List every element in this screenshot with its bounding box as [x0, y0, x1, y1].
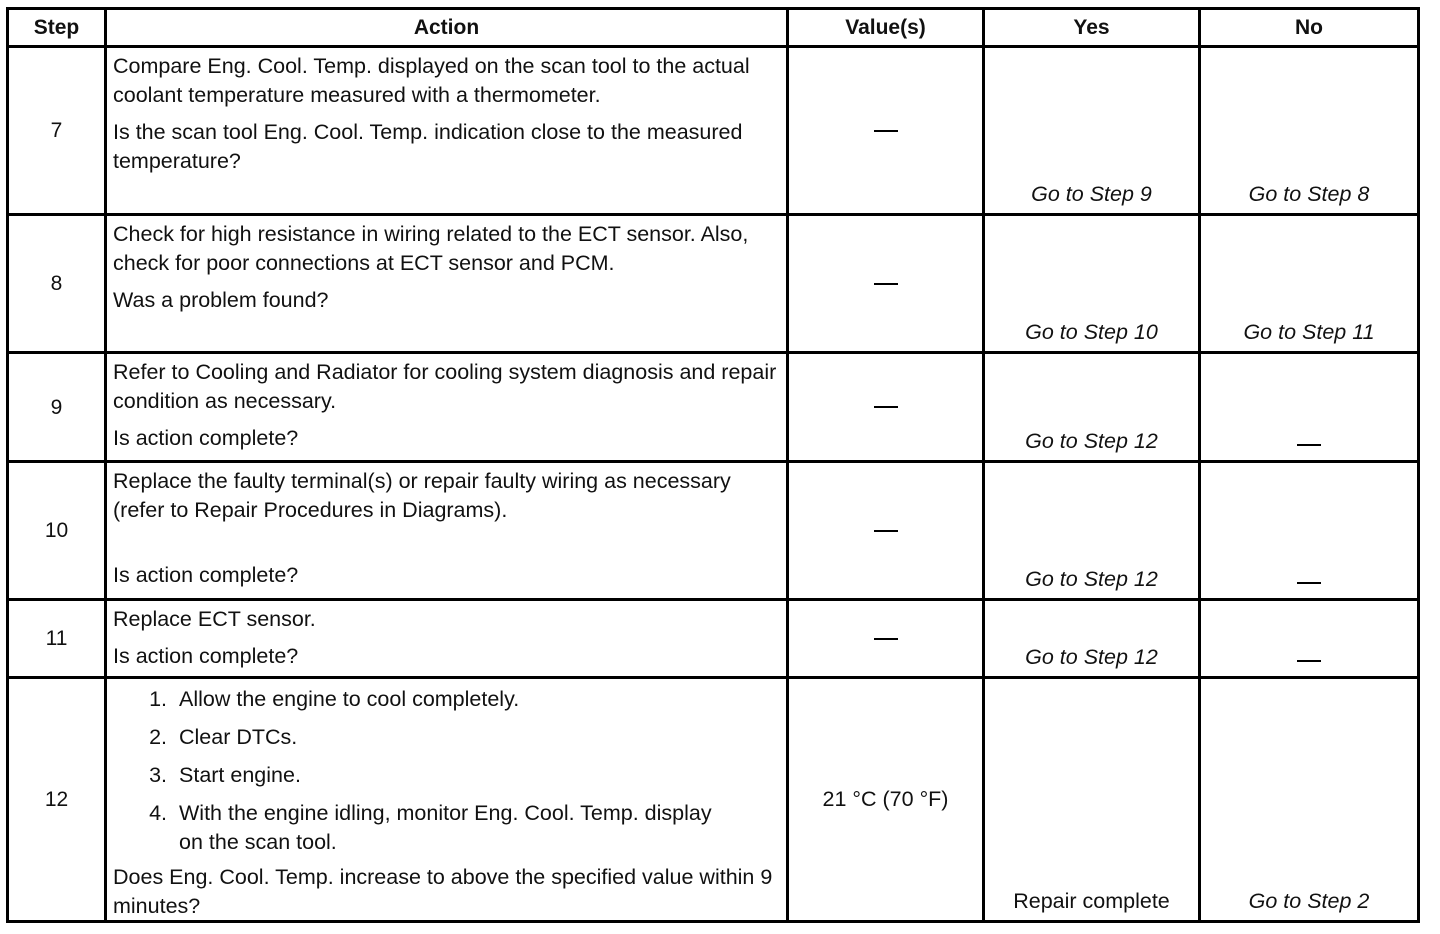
action-instruction: Check for high resistance in wiring related to the ECT sensor. Also, check for poor connections at ECT sensor and PCM.: [113, 222, 749, 275]
header-action: Action: [107, 10, 789, 48]
dash-mark: [1297, 660, 1321, 662]
yes-result: Go to Step 9: [985, 48, 1201, 216]
yes-result: Repair complete: [985, 679, 1201, 920]
dash-mark: [874, 406, 898, 408]
value-cell: [789, 601, 985, 679]
yes-result: Go to Step 10: [985, 216, 1201, 354]
dash-mark: [1297, 582, 1321, 584]
step-number: 7: [9, 48, 107, 216]
list-item-number: 1.: [149, 687, 167, 711]
list-item-text: Clear DTCs.: [179, 725, 298, 749]
no-result: [1201, 601, 1417, 679]
diagnostic-table: [6, 7, 1420, 923]
no-result: [1201, 354, 1417, 463]
step-number: 11: [9, 601, 107, 679]
header-values: Value(s): [789, 10, 985, 48]
header-yes: Yes: [985, 10, 1201, 48]
header-step: Step: [9, 10, 107, 48]
header-no: No: [1201, 10, 1417, 48]
dash-mark: [874, 530, 898, 532]
dash-mark: [874, 638, 898, 640]
action-instruction: Replace ECT sensor.: [113, 607, 316, 631]
value-cell: [789, 216, 985, 354]
action-question: Is action complete?: [113, 563, 299, 587]
step-number: 12: [9, 679, 107, 920]
step-number: 8: [9, 216, 107, 354]
list-item-number: 3.: [149, 763, 167, 787]
action-question: Is the scan tool Eng. Cool. Temp. indication close to the measured temperature?: [113, 120, 743, 173]
dash-mark: [874, 130, 898, 132]
list-item-text: With the engine idling, monitor Eng. Cool. Temp. display on the scan tool.: [179, 801, 712, 854]
list-item-text: Start engine.: [179, 763, 301, 787]
action-cell: [107, 679, 789, 920]
action-cell: [107, 48, 789, 216]
yes-result: Go to Step 12: [985, 354, 1201, 463]
value-cell: [789, 463, 985, 601]
action-question: Is action complete?: [113, 644, 299, 668]
no-result: Go to Step 8: [1201, 48, 1417, 216]
procedure-list: [113, 685, 780, 857]
action-question: Is action complete?: [113, 426, 299, 450]
action-cell: [107, 354, 789, 463]
list-item: [113, 685, 780, 714]
dash-mark: [1297, 444, 1321, 446]
action-question: Does Eng. Cool. Temp. increase to above the specified value within 9 minutes?: [113, 865, 773, 918]
step-number: 9: [9, 354, 107, 463]
yes-result: Go to Step 12: [985, 601, 1201, 679]
action-instruction: Compare Eng. Cool. Temp. displayed on the scan tool to the actual coolant temperature measured with a thermometer.: [113, 54, 750, 107]
value-cell: [789, 48, 985, 216]
list-item: [113, 761, 780, 790]
action-cell: [107, 216, 789, 354]
no-result: [1201, 463, 1417, 601]
dash-mark: [874, 283, 898, 285]
list-item: [113, 799, 780, 857]
yes-result: Go to Step 12: [985, 463, 1201, 601]
action-cell: [107, 463, 789, 601]
action-instruction: Replace the faulty terminal(s) or repair faulty wiring as necessary (refer to Repair Procedures in Diagrams).: [113, 469, 731, 522]
action-instruction: Refer to Cooling and Radiator for cooling system diagnosis and repair condition as necessary.: [113, 360, 777, 413]
action-cell: [107, 601, 789, 679]
value-cell: [789, 354, 985, 463]
list-item-text: Allow the engine to cool completely.: [179, 687, 520, 711]
action-question: Was a problem found?: [113, 288, 329, 312]
list-item-number: 2.: [149, 725, 167, 749]
no-result: Go to Step 2: [1248, 889, 1370, 913]
list-item: [113, 723, 780, 752]
list-item-number: 4.: [149, 801, 167, 825]
value-cell: 21 °C (70 °F): [789, 679, 985, 920]
step-number: 10: [9, 463, 107, 601]
no-result: Go to Step 11: [1201, 216, 1417, 354]
